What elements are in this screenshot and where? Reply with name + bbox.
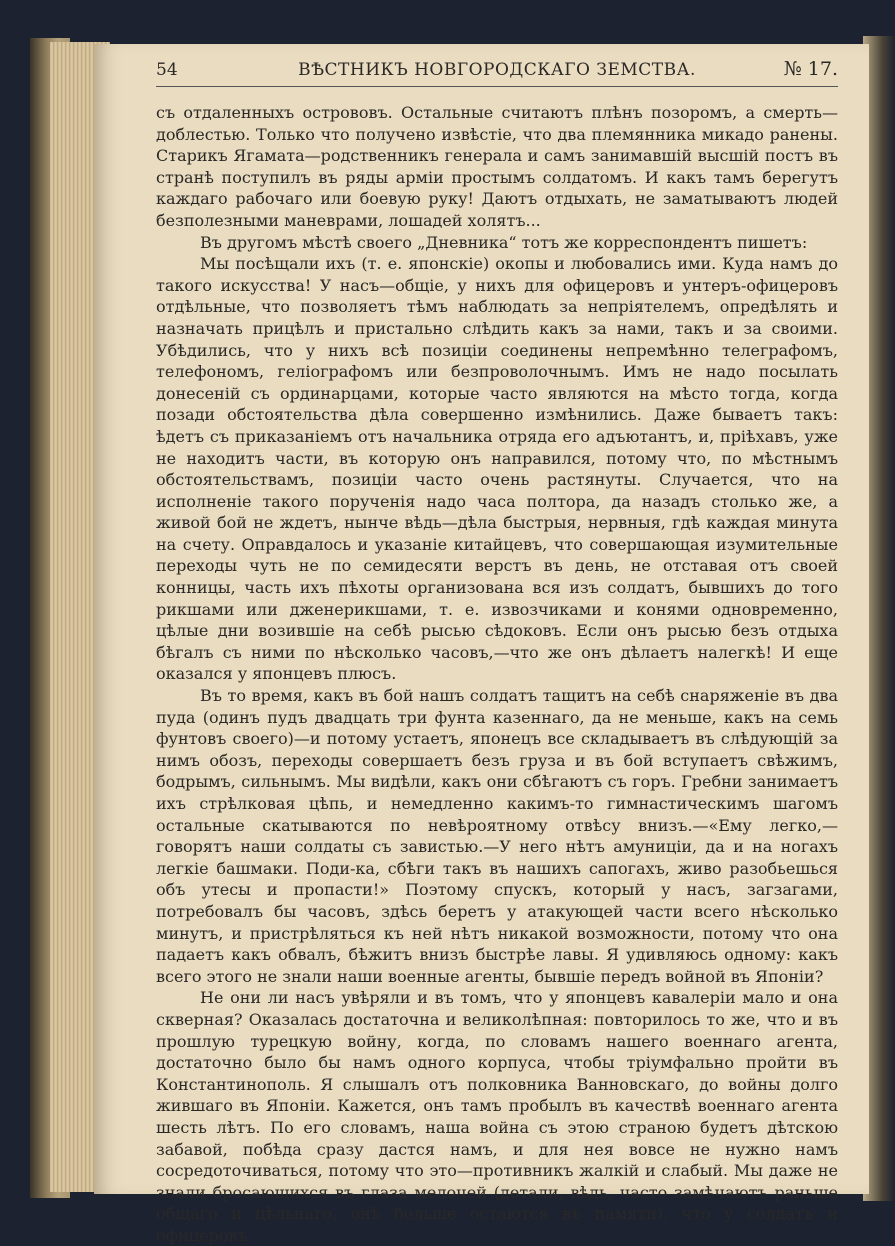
book-page [94, 44, 869, 1245]
paragraph: Въ другомъ мѣстѣ своего „Дневника“ тотъ же корреспондентъ пишетъ: [200, 232, 808, 252]
paragraph: Мы посѣщали ихъ (т. е. японскіе) окопы и любовались ими. Куда намъ до такого искусства! У насъ—общіе, у нихъ для офицеровъ и унтеръ-офицеровъ отдѣльные, что позволяетъ тѣмъ наблюдать за непріятелемъ, опредѣлять и назначать прицѣлъ и пристально слѣдить какъ за нами, такъ и за своими. Убѣдились, что у нихъ всѣ позиціи соединены непремѣнно телеграфомъ, телефономъ, геліографомъ или безпроволочнымъ. Имъ не надо посылать донесеній съ ординарцами, которые часто являются на мѣсто тогда, когда позади обстоятельства дѣла совершенно измѣнились. Даже бываетъ такъ: ѣдетъ съ приказаніемъ отъ начальника отряда его адъютантъ, и, пріѣхавъ, уже не находитъ части, въ которую онъ направился, потому что, по мѣстнымъ обстоятельствамъ, позиціи часто очень растянуты. Случается, что на исполненіе такого порученія надо часа полтора, да назадъ столько же, а живой бой не ждетъ, нынче вѣдь—дѣла быстрыя, нервныя, гдѣ каждая минута на счету. Оправдалось и указаніе китайцевъ, что совершающая изумительные переходы чуть не по семидесяти верстъ въ день, не отставая отъ своей конницы, часть ихъ пѣхоты организована вся изъ солдатъ, бывшихъ до того рикшами или дженерикшами, т. е. извозчиками и конями одновременно, цѣлые дни возившіе на себѣ рысью сѣдоковъ. Если онъ рысью безъ отдыха бѣгалъ съ ними по нѣсколько часовъ,—что же онъ дѣлаетъ налегкѣ! И еще оказался у японцевъ плюсъ. [156, 254, 838, 684]
paragraph: Въ то время, какъ въ бой нашъ солдатъ тащитъ на себѣ снаряженіе въ два пуда (одинъ пудъ двадцать три фунта казеннаго, да не меньше, какъ на семь фунтовъ своего)—и потому устаетъ, японецъ все складываетъ въ слѣдующій за нимъ обозъ, переходы совершаетъ безъ груза и въ бой вступаетъ свѣжимъ, бодрымъ, сильнымъ. Мы видѣли, какъ они сбѣгаютъ съ горъ. Гребни занимаетъ ихъ стрѣлковая цѣпь, и немедленно какимъ-то гимнастическимъ шагомъ остальные скатываются по невѣроятному отвѣсу внизъ.—«Ему легко,—говорятъ наши солдаты съ завистью.—У него нѣтъ амуниціи, да и на ногахъ легкіе башмаки. Поди-ка, сбѣги такъ въ нашихъ сапогахъ, живо разобьешься объ утесы и пропасти!» Поэтому спускъ, который у насъ, загзагами, потребовалъ бы часовъ, здѣсь беретъ у атакующей части всего нѣсколько минутъ, и пристрѣляться къ ней нѣтъ никакой возможности, потому что она падаетъ какъ обвалъ, бѣжитъ внизъ быстрѣе лавы. Я удивляюсь одному: какъ всего этого не знали наши военные агенты, бывшіе передъ войной въ Японіи? [156, 686, 838, 986]
body-text [156, 102, 838, 1246]
journal-title: ВѢСТНИКЪ НОВГОРОДСКАГО ЗЕМСТВА. [298, 60, 696, 80]
paragraph: съ отдаленныхъ острововъ. Остальные считаютъ плѣнъ позоромъ, а смерть—доблестью. Только что получено извѣстіе, что два племянника микадо ранены. Старикъ Ягамата—родственникъ генерала и самъ занимавшій высшій постъ въ странѣ поступилъ въ ряды арміи простымъ солдатомъ. И какъ тамъ берегутъ каждаго рабочаго или боевую руку! Даютъ отдыхать, не заматываютъ людей безполезными маневрами, лошадей холятъ... [156, 103, 838, 230]
running-head [156, 56, 838, 87]
page-number: 54 [156, 60, 178, 80]
issue-number: № 17. [783, 58, 838, 80]
paragraph: Не они ли насъ увѣряли и въ томъ, что у японцевъ кавалеріи мало и она скверная? Оказалась достаточна и великолѣпная: повторилось то же, что и въ прошлую турецкую войну, когда, по словамъ нашего военнаго агента, достаточно было бы намъ одного корпуса, чтобы тріумфально пройти въ Константинополь. Я слышалъ отъ полковника Ванновскаго, до войны долго жившаго въ Японіи. Кажется, онъ тамъ пробылъ въ качествѣ военнаго агента шесть лѣтъ. По его словамъ, наша война съ этою страною будетъ дѣтскою забавой, побѣда сразу дастся намъ, и для нея вовсе не нужно намъ сосредоточиваться, потому что это—противникъ жалкій и слабый. Мы даже не знали бросающихся въ глаза мелочей (детали, вѣдь, часто замѣчаютъ раньше общаго и цѣльнаго, онѣ больше остаются въ памяти), что у солдатъ и офицеровъ [156, 988, 838, 1245]
